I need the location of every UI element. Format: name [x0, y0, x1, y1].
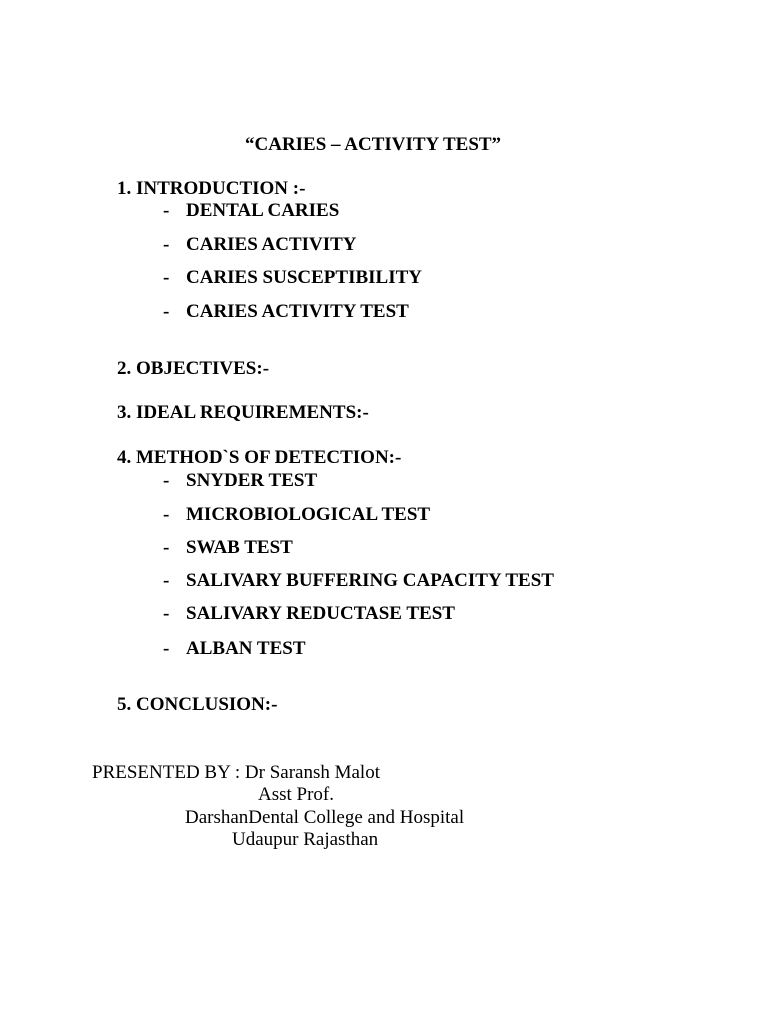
presenter-position: Asst Prof.: [258, 784, 335, 805]
list-item: MICROBIOLOGICAL TEST: [186, 504, 431, 525]
list-item: DENTAL CARIES: [186, 200, 340, 221]
list-item: CARIES ACTIVITY TEST: [186, 301, 409, 322]
section-1-heading: [117, 178, 305, 200]
section-number: 1.: [117, 178, 132, 199]
list-item: SNYDER TEST: [186, 470, 318, 491]
list-item: SALIVARY REDUCTASE TEST: [186, 603, 455, 624]
presenter-institution: DarshanDental College and Hospital: [185, 807, 465, 828]
bullet-dash: -: [163, 570, 170, 591]
list-item: CARIES SUSCEPTIBILITY: [186, 267, 422, 288]
section-number: 4.: [117, 447, 132, 468]
bullet-dash: -: [163, 470, 170, 491]
bullet-dash: -: [163, 537, 170, 558]
bullet-dash: -: [163, 301, 170, 322]
list-item: CARIES ACTIVITY: [186, 234, 357, 255]
section-title: CONCLUSION:-: [136, 694, 278, 715]
section-2-heading: [117, 358, 269, 380]
bullet-dash: -: [163, 234, 170, 255]
section-5-heading: [117, 694, 277, 716]
section-title: IDEAL REQUIREMENTS:-: [136, 402, 369, 423]
section-number: 3.: [117, 402, 132, 423]
bullet-dash: -: [163, 638, 170, 659]
section-title: INTRODUCTION :-: [136, 178, 306, 199]
presenter-location: Udaupur Rajasthan: [232, 829, 379, 850]
bullet-dash: -: [163, 267, 170, 288]
bullet-dash: -: [163, 200, 170, 221]
section-4-heading: [117, 447, 401, 469]
list-item: SWAB TEST: [186, 537, 293, 558]
section-title: METHOD`S OF DETECTION:-: [136, 447, 402, 468]
section-number: 5.: [117, 694, 132, 715]
presenter-label: PRESENTED BY : Dr Saransh Malot: [92, 762, 380, 783]
section-3-heading: [117, 402, 369, 424]
bullet-dash: -: [163, 603, 170, 624]
list-item: SALIVARY BUFFERING CAPACITY TEST: [186, 570, 554, 591]
document-title: “CARIES – ACTIVITY TEST”: [245, 134, 502, 155]
section-number: 2.: [117, 358, 132, 379]
section-title: OBJECTIVES:-: [136, 358, 270, 379]
list-item: ALBAN TEST: [186, 638, 306, 659]
bullet-dash: -: [163, 504, 170, 525]
